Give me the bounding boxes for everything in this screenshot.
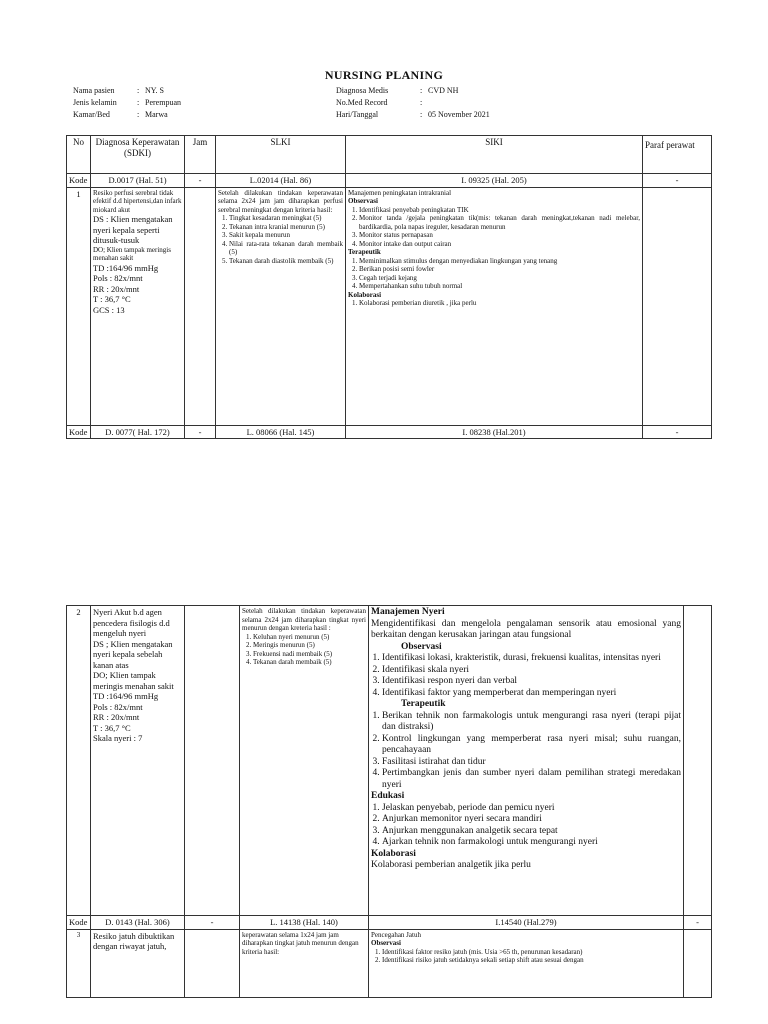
code-row [67,174,712,188]
terapeutik-item: 3. Cegah terjadi kejang [359,274,640,283]
diagnosis-row-2 [67,606,712,916]
code-slki: L. 08066 (Hal. 145) [216,425,346,439]
code-paraf: - [684,916,712,930]
code-jam: - [185,916,240,930]
pulse: Pols : 82x/mnt [93,273,143,283]
kolaborasi-heading: Kolaborasi [371,848,416,859]
care-plan-table-1 [66,135,712,439]
siki-title: Manajemen Nyeri [371,607,445,617]
slki-item: 2. Tekanan intra kranial menurun (5) [229,223,343,232]
terapeutik-heading: Terapeutik [348,248,381,256]
record-label: No.Med Record [336,98,388,107]
slki-intro: Setelah dilakukan tindakan keperawatan selama 2x24 jam diharapkan tingkat nyeri menurun dengan kreteria hasil : [242,607,366,632]
edukasi-item: 3. Anjurkan menggunakan analgetik secara tepat [382,826,681,838]
page-title: NURSING PLANING [324,68,444,82]
code-row [67,425,712,439]
edukasi-item: 1. Jelaskan penyebab, periode dan pemicu nyeri [382,803,681,815]
observasi-item: 1. Identifikasi lokasi, krakteristik, durasi, frekuensi kualitas, intensitas nyeri [382,653,681,665]
terapeutik-item: 4. Mempertahankan suhu tubuh normal [359,282,640,291]
table-header-row [67,136,712,174]
subjective-data: DS : Klien mengatakan nyeri kepala seperti ditusuk-tusuk [93,214,173,245]
header-jam: Jam [185,136,216,174]
code-paraf: - [643,425,712,439]
room-label: Kamar/Bed [73,110,110,119]
gender-value: Perempuan [145,98,181,107]
diagnosis-label: Diagnosa Medis [336,86,389,95]
diagnosis-cell [91,187,185,425]
terapeutik-item: 3. Fasilitasi istirahat dan tidur [382,757,681,769]
patient-info-right: Diagnosa Medis : CVD NH No.Med Record : Hari/Tanggal : 05 November 2021 [336,86,490,119]
observasi-heading: Observasi [401,641,442,652]
code-label: Kode [67,425,91,439]
paraf-cell [684,606,712,916]
slki-intro: Setelah dilakukan tindakan keperawatan selama 2x24 jam jam diharapkan perfusi serebral meningkat dengan kriteria hasil: [218,188,343,214]
code-siki: I.14540 (Hal.279) [369,916,684,930]
slki-item: 3. Frekuensi nadi membaik (5) [253,650,366,659]
gender-label: Jenis kelamin [73,98,117,107]
respiration-rate: RR : 20x/mnt [93,712,140,722]
observasi-heading: Observasi [348,197,378,205]
diagnosis-cell [91,606,185,916]
siki-description: Mengidentifikasi dan mengelola pengalaman sensorik atau emosional yang berkaitan dengan kerusakan jaringan atau fungsional [371,618,681,640]
code-label: Kode [67,174,91,188]
paraf-cell [643,187,712,425]
slki-item: 1. Tingkat kesadaran meningkat (5) [229,214,343,223]
code-slki: L. 14138 (Hal. 140) [240,916,369,930]
code-row [67,916,712,930]
paraf-cell [684,929,712,997]
slki-item: 3. Sakit kepala menurun [229,231,343,240]
code-jam: - [185,174,216,188]
observasi-item: 1. Identifikasi penyebab peningkatan TIK [359,206,640,215]
observasi-item: 3. Identifikasi respon nyeri dan verbal [382,676,681,688]
code-paraf: - [643,174,712,188]
date-value: 05 November 2021 [428,110,490,119]
blood-pressure: TD :164/96 mmHg [93,262,159,273]
jam-cell [185,606,240,916]
diagnosis-cell: Resiko jatuh dibuktikan dengan riwayat jatuh, [91,929,185,997]
header-no: No [67,136,91,174]
observasi-item: 4. Monitor intake dan output cairan [359,240,640,249]
subjective-data: DS ; Klien mengatakan nyeri kepala sebelah kanan atas [93,638,173,670]
observasi-item: 3. Monitor status pernapasan [359,231,640,240]
diagnosis-statement: Resiko perfusi serebral tidak efektif d.d hipertensi,dan infark miokard akut [93,188,182,214]
code-label: Kode [67,916,91,930]
slki-cell [240,606,369,916]
edukasi-item: 4. Ajarkan tehnik non farmakologi untuk mengurangi nyeri [382,837,681,849]
gcs: GCS : 13 [93,304,125,315]
diagnosis-value: CVD NH [428,86,459,95]
patient-info-left: Nama pasien : NY. S Jenis kelamin : Perempuan Kamar/Bed : Marwa [73,86,181,119]
diagnosis-statement: Nyeri Akut b.d agen pencedera fisilogis d.d mengeluh nyeri [93,607,170,638]
blood-pressure: TD :164/96 mmHg [93,691,159,701]
code-siki: I. 08238 (Hal.201) [346,425,643,439]
diagnosis-row-1 [67,187,712,425]
header-paraf: Paraf perawat [643,136,712,174]
observasi-item: 2. Identifikasi skala nyeri [382,665,681,677]
pain-scale: Skala nyeri : 7 [93,733,143,743]
siki-cell [346,187,643,425]
jam-cell [185,187,216,425]
siki-cell [369,606,684,916]
terapeutik-heading: Terapeutik [401,699,446,709]
slki-item: 5. Tekanan darah diastolik membaik (5) [229,257,343,266]
slki-item: 1. Keluhan nyeri menurun (5) [253,633,366,642]
edukasi-item: 2. Anjurkan memonitor nyeri secara mandiri [382,814,681,826]
code-jam: - [185,425,216,439]
code-sdki: D. 0143 (Hal. 306) [91,916,185,930]
objective-data: DO; Klien tampak meringis menahan sakit [93,670,174,691]
code-siki: I. 09325 (Hal. 205) [346,174,643,188]
diagnosis-row-3 [67,929,712,997]
kolaborasi-text: Kolaborasi pemberian analgetik jika perlu [371,860,531,870]
slki-item: 2. Meringis menurun (5) [253,641,366,650]
observasi-item: 1. Identifikasi faktor resiko jatuh (mis. Usia >65 th, penurunan kesadaran) [382,948,681,957]
observasi-heading: Observasi [371,939,401,947]
header-diagnosa: Diagnosa Keperawatan (SDKI) [91,136,185,174]
terapeutik-item: 2. Berikan posisi semi fowler [359,265,640,274]
kolaborasi-item: 1. Kolaborasi pemberian diuretik , jika perlu [359,299,640,308]
room-value: Marwa [145,110,168,119]
observasi-item: 4. Identifikasi faktor yang memperberat dan memperingan nyeri [382,688,681,700]
slki-cell [216,187,346,425]
objective-data: DO; Klien tampak meringis menahan sakit [93,245,171,262]
row-number: 1 [67,187,91,425]
header-slki: SLKI [216,136,346,174]
slki-item: 4. Nilai rata-rata tekanan darah membaik (5) [229,240,343,257]
row-number: 3 [67,929,91,997]
slki-item: 4. Tekanan darah membaik (5) [253,658,366,667]
terapeutik-item: 1. Berikan tehnik non farmakologis untuk mengurangi rasa nyeri (terapi pijat dan distraksi) [382,711,681,734]
respiration-rate: RR : 20x/mnt [93,283,140,294]
temperature: T : 36,7 °C [93,294,131,304]
row-number: 2 [67,606,91,916]
siki-cell [369,929,684,997]
jam-cell [185,929,240,997]
header-siki: SIKI [346,136,643,174]
observasi-item: 2. Monitor tanda /gejala peningkatan tik(mis: tekanan darah meningkat,tekanan nadi melebar, bardikardia, pola napas ireguler, kesadaran menurun [359,214,640,231]
observasi-item: 2. Identifikasi risiko jatuh setidaknya sekali setiap shift atau sesuai dengan [382,956,681,965]
pulse: Pols : 82x/mnt [93,701,143,712]
kolaborasi-heading: Kolaborasi [348,290,382,299]
siki-title: Pencegahan Jatuh [371,930,421,939]
patient-name-value: NY. S [145,86,164,95]
date-label: Hari/Tanggal [336,110,379,119]
care-plan-table-2 [66,605,712,998]
edukasi-heading: Edukasi [371,791,405,801]
terapeutik-item: 2. Kontrol lingkungan yang memperberat rasa nyeri misal; suhu ruangan, pencahayaan [382,734,681,757]
terapeutik-item: 4. Pertimbangkan jenis dan sumber nyeri dalam pemilihan strategi meredakan nyeri [382,768,681,791]
code-sdki: D.0017 (Hal. 51) [91,174,185,188]
siki-title: Manajemen peningkatan intrakranial [348,188,452,197]
patient-name-label: Nama pasien [73,86,115,95]
slki-cell: keperawatan selama 1x24 jam jam diharapkan tingkat jatuh menurun dengan kriteria hasil: [240,929,369,997]
temperature: T : 36,7 °C [93,722,131,733]
code-sdki: D. 0077( Hal. 172) [91,425,185,439]
terapeutik-item: 1. Meminimalkan stimulus dengan menyediakan lingkungan yang tenang [359,257,640,266]
code-slki: L.02014 (Hal. 86) [216,174,346,188]
